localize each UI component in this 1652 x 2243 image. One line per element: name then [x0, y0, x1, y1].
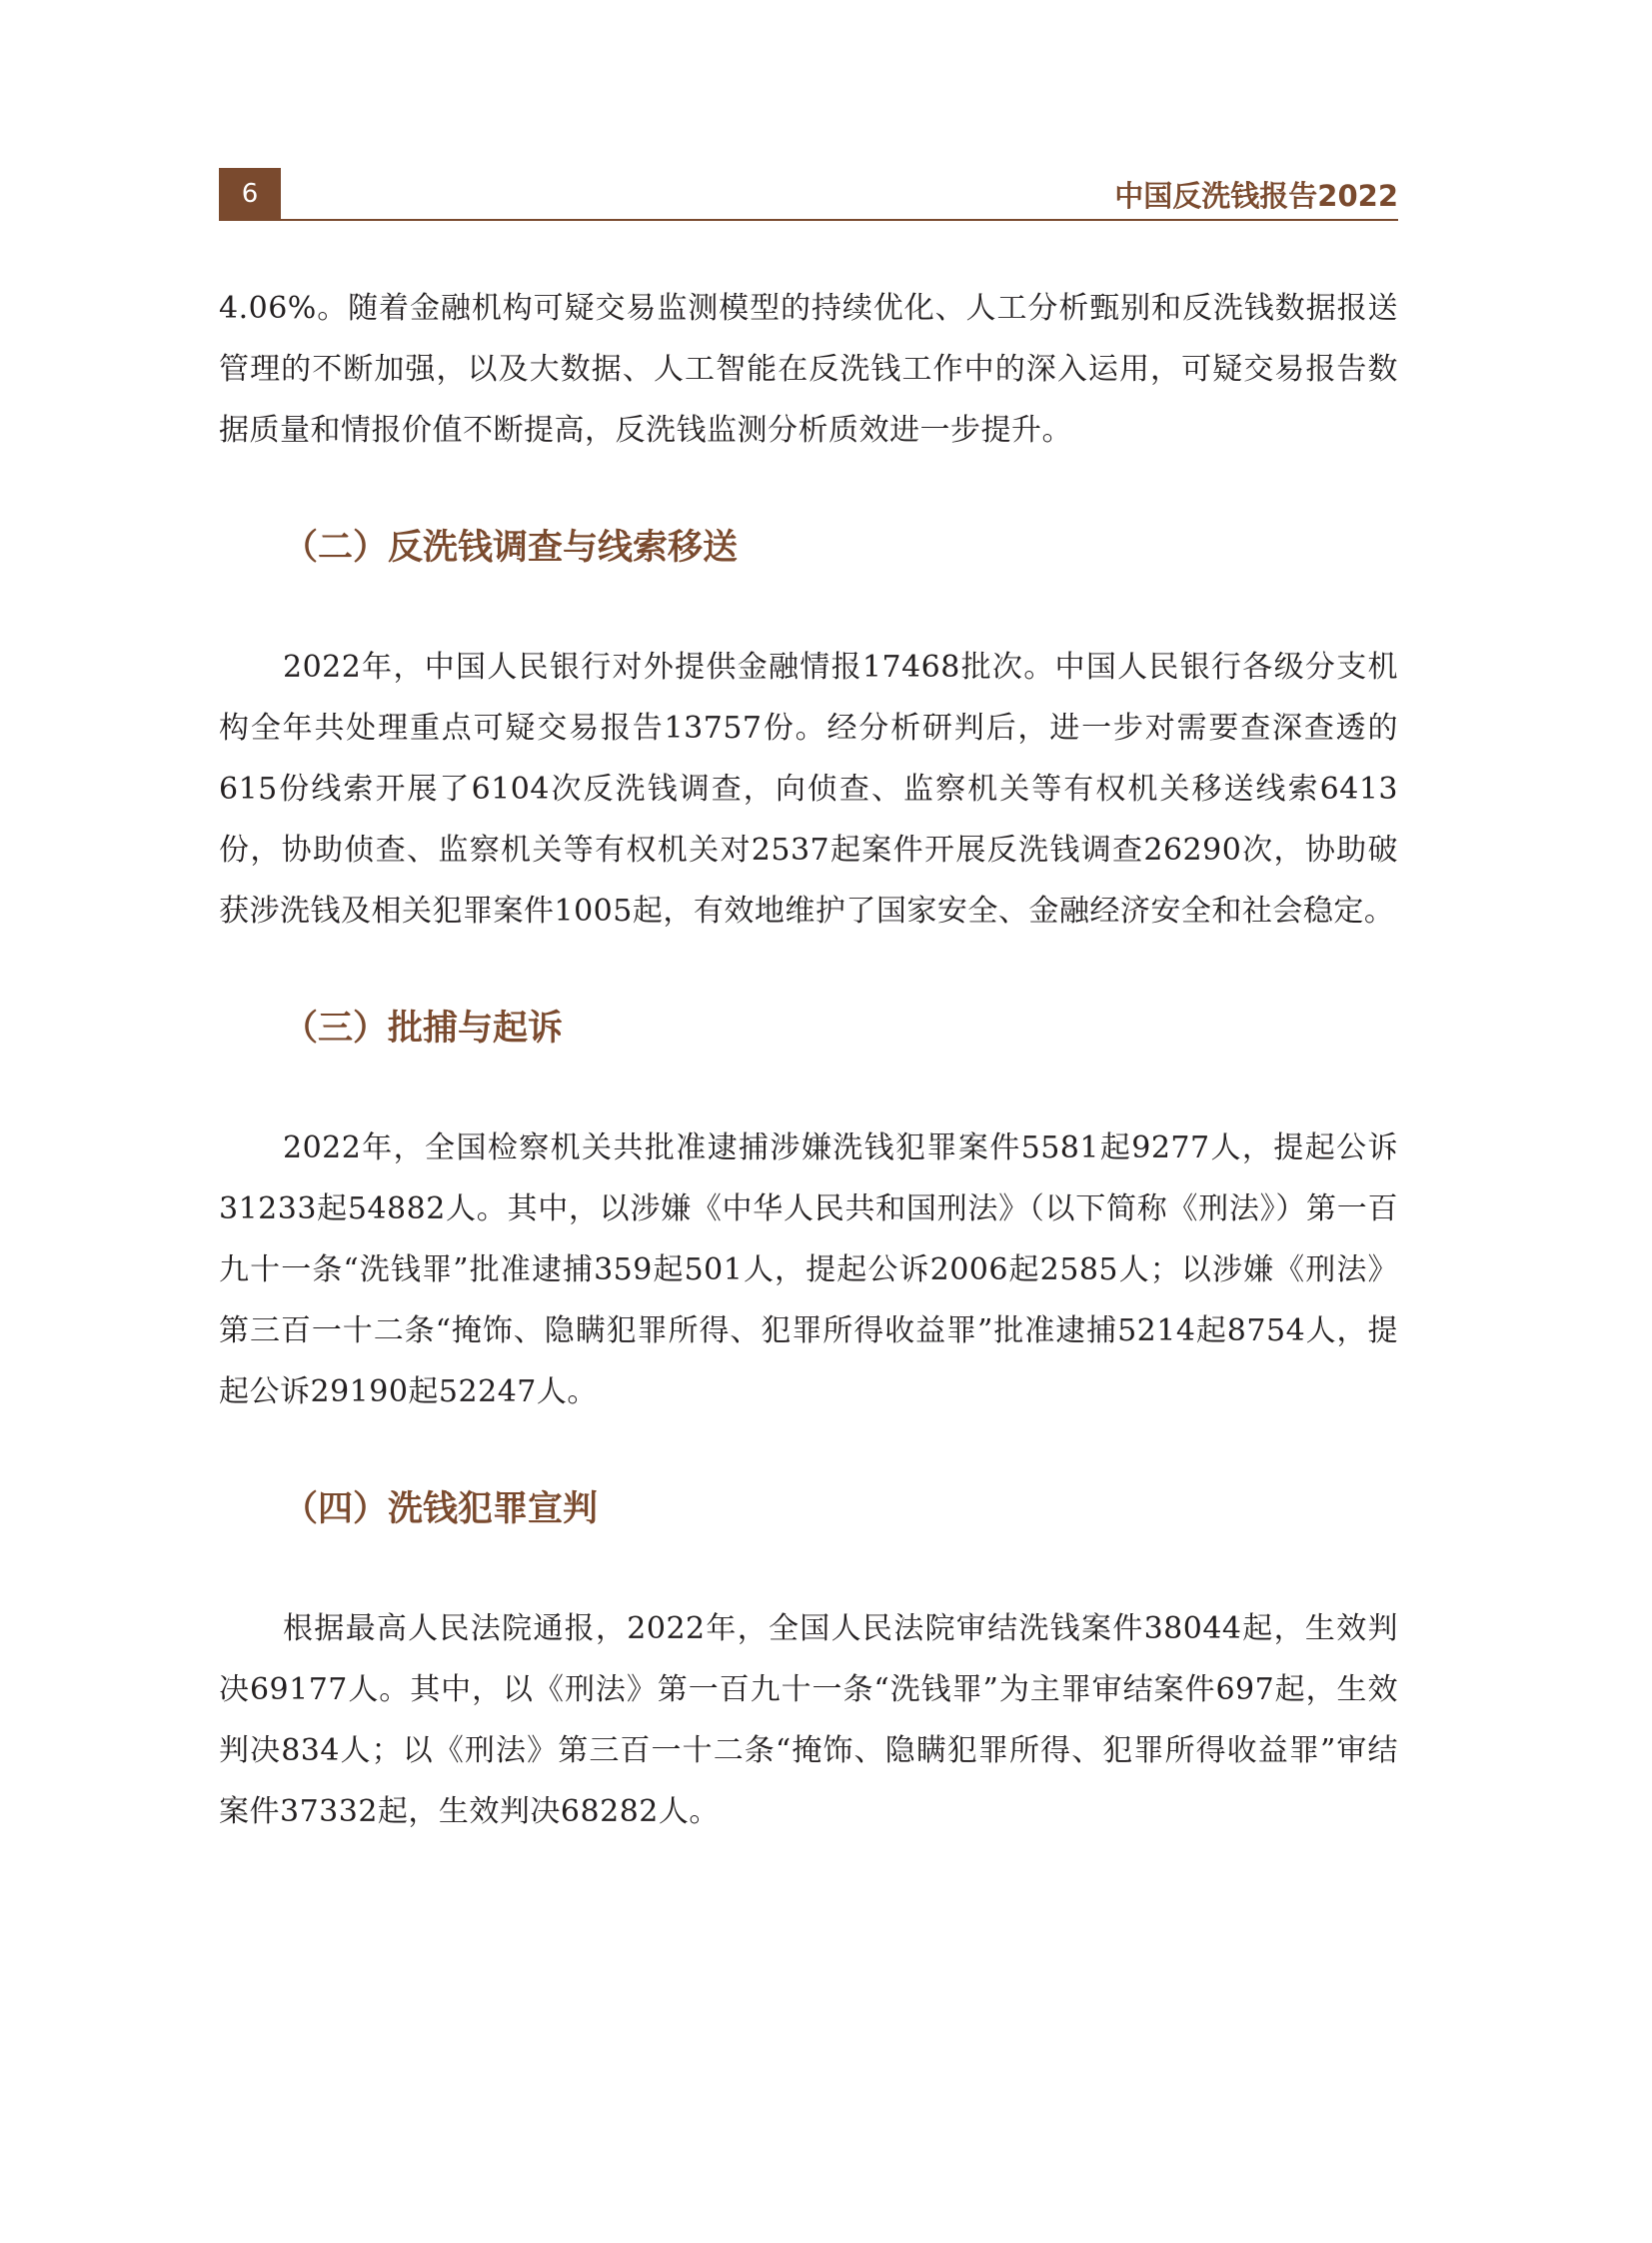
section-body-judgment: 根据最高人民法院通报，2022年，全国人民法院审结洗钱案件38044起，生效判决69177人。其中，以《刑法》第一百九十一条“洗钱罪”为主罪审结案件697起，生效判决834人；以《刑法》第三百一十二条“掩饰、隐瞒犯罪所得、犯罪所得收益罪”审结案件37332起，生效判决68282人。	[219, 1611, 1398, 1829]
section-heading-investigation: （二）反洗钱调查与线索移送	[283, 528, 739, 568]
section-heading-prosecution: （三）批捕与起诉	[283, 1009, 564, 1049]
section-body-prosecution: 2022年，全国检察机关共批准逮捕涉嫌洗钱犯罪案件5581起9277人，提起公诉31233起54882人。其中，以涉嫌《中华人民共和国刑法》（以下简称《刑法》）第一百九十一条“洗钱罪”批准逮捕359起501人，提起公诉2006起2585人；以涉嫌《刑法》第三百一十二条“掩饰、隐瞒犯罪所得、犯罪所得收益罪”批准逮捕5214起8754人，提起公诉29190起52247人。	[219, 1130, 1398, 1409]
header-divider	[219, 219, 1398, 221]
running-title: 中国反洗钱报告2022	[1114, 179, 1398, 213]
page-number: 6	[219, 168, 281, 221]
section-body-investigation: 2022年，中国人民银行对外提供金融情报17468批次。中国人民银行各级分支机构全年共处理重点可疑交易报告13757份。经分析研判后，进一步对需要查深查透的615份线索开展了6104次反洗钱调查，向侦查、监察机关等有权机关移送线索6413份，协助侦查、监察机关等有权机关对2537起案件开展反洗钱调查26290次，协助破获涉洗钱及相关犯罪案件1005起，有效地维护了国家安全、金融经济安全和社会稳定。	[219, 650, 1398, 929]
page-header	[219, 168, 1398, 221]
page-content	[219, 278, 1398, 1842]
intro-paragraph: 4.06%。随着金融机构可疑交易监测模型的持续优化、人工分析甄别和反洗钱数据报送管理的不断加强，以及大数据、人工智能在反洗钱工作中的深入运用，可疑交易报告数据质量和情报价值不断提高，反洗钱监测分析质效进一步提升。	[219, 291, 1398, 448]
section-heading-judgment: （四）洗钱犯罪宣判	[283, 1489, 599, 1529]
